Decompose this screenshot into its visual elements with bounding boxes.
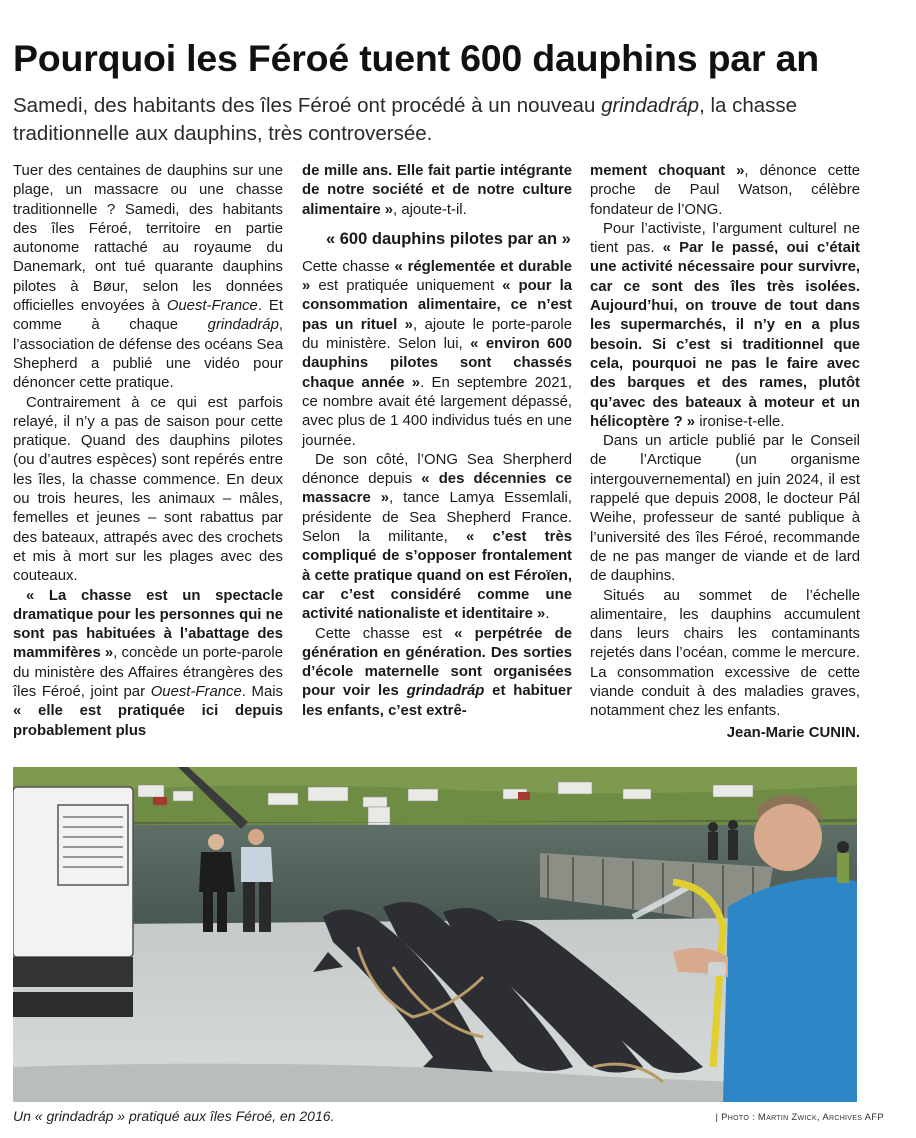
standfirst-italic: grindadráp (601, 94, 700, 117)
text-run-italic: Ouest-France (166, 298, 258, 315)
text-run: , concède un porte-parole du ministère des Affaires étrangères des îles Féroé, joint par (13, 645, 284, 701)
quote-bold: de mille ans. Elle fait partie intégrante de notre société et de notre culture alimentaire » (302, 163, 572, 218)
intertitle: « 600 dauphins pilotes par an » (326, 229, 571, 248)
article-photo (13, 767, 857, 1102)
quote-bold: « elle est pratiquée ici depuis probablement plus (13, 703, 283, 739)
paragraph: Contrairement à ce qui est parfois relayé, il n’y a pas de saison pour cette pratique. Quand des dauphins pilotes (ou d’autres espèces) sont repérés entre les îles, la chasse commence. En deux ou trois heures, les animaux – mâles, femelles et jeunes – sont rabattus par des bateaux, attrapés avec des crochets et mis à mort sur les plages avec des couteaux. (13, 394, 283, 585)
standfirst-text: Samedi, des habitants des îles Féroé ont procédé à un nouveau (13, 94, 602, 117)
author-signature: Jean-Marie CUNIN. (726, 724, 860, 741)
paragraph (590, 220, 860, 432)
text-run: Pour l’activiste, l’argument culturel ne tient pas. (590, 220, 860, 257)
quote-bold-italic: grindadráp (406, 683, 485, 700)
text-run: , ajoute-t-il. (393, 201, 467, 218)
quote-bold: « La chasse est un spectacle dramatique pour les personnes qui ne sont pas habituées à l’abattage des mammifères » (13, 587, 283, 662)
photo-credit: | Photo : Martin Zwick, Archives AFP (715, 1112, 884, 1123)
quote-bold: « pour la consommation alimentaire, ce n’est pas un rituel » (302, 278, 572, 333)
quote-bold: « réglementée et durable » (302, 258, 572, 295)
paragraph (302, 451, 572, 625)
article-column-1 (13, 162, 283, 741)
article-column-3 (590, 162, 860, 743)
text-run: , tance Lamya Essemlali, présidente de Sea Shepherd France. Selon la militante, (302, 490, 572, 546)
paragraph: Situés au sommet de l’échelle alimentaire, les dauphins accumulent dans leurs chairs les contaminants rejetés dans l’océan, comme le mercure. La consommation excessive de cette viande conduit à des maladies graves, notamment chez les enfants. (590, 587, 860, 720)
quote-bold: « perpétrée de génération en génération. Des sorties d’école maternelle sont organisées pour voir les (302, 625, 572, 700)
text-run: De son côté, l’ONG Sea Sherpherd dénonce depuis (302, 451, 572, 488)
quote-bold: et habituer les enfants, c’est extrê- (302, 683, 572, 719)
standfirst (13, 92, 903, 148)
paragraph (302, 162, 572, 220)
text-run: ironise-t-elle. (695, 413, 785, 430)
text-run: , ajoute le porte-parole du ministère. Selon lui, (302, 316, 572, 353)
text-run: est pratiquée uniquement (310, 278, 503, 295)
article-column-2 (302, 162, 572, 721)
text-run: . Et comme à chaque (13, 298, 283, 334)
text-run-italic: Ouest-France (150, 684, 242, 701)
text-run: Tuer des centaines de dauphins sur une plage, un massacre ou une chasse traditionnelle ? Samedi, des habitants des îles Féroé, territoire en partie autonome rattaché au royaume du Danemark, ont tué quarante dauphins pilotes à Bøur, selon les données officielles envoyées à (13, 163, 283, 315)
quote-bold: « Par le passé, oui c’était une activité nécessaire pour survivre, car ce sont des îles très isolées. Aujourd’hui, on trouve de tout dans les supermarchés, il n’y en a plus besoin. Si c’est si traditionnel que cela, pourquoi ne pas le faire avec des barques et des rames, plutôt qu’avec des bateaux à moteur et un hélicoptère ? » (590, 240, 860, 430)
text-run: . Mais (241, 684, 283, 701)
text-run-italic: grindadráp (207, 317, 279, 334)
quote-bold: « des décennies ce massacre » (302, 471, 572, 507)
quote-bold: « c’est très compliqué de s’opposer frontalement à cette pratique quand on est Féroïen, car c’est considéré comme une activité nationaliste et identitaire » (302, 529, 573, 623)
headline: Pourquoi les Féroé tuent 600 dauphins par an (13, 37, 819, 79)
text-run: , l’association de défense des océans Sea Shepherd a publié une vidéo pour dénoncer cette pratique. (13, 317, 283, 392)
standfirst-text-end: , la chasse traditionnelle aux dauphins, très controversée. (13, 94, 798, 145)
text-run: , dénonce cette proche de Paul Watson, célèbre fondateur de l’ONG. (590, 163, 861, 218)
paragraph (590, 162, 860, 220)
text-run: Cette chasse est (315, 625, 455, 642)
paragraph (13, 162, 283, 394)
photo-illustration (13, 767, 857, 1102)
paragraph: Dans un article publié par le Conseil de l’Arctique (un organisme intergouvernemental) en juin 2024, il est rappelé que depuis 2008, le docteur Pál Weihe, professeur de santé publique à l’université des îles Féroé, recommande de ne pas manger de viande et de lard de dauphins. (590, 433, 860, 585)
text-run: . En septembre 2021, ce nombre avait été largement dépassé, avec plus de 1 400 individus tués en une journée. (302, 374, 572, 449)
quote-bold: « environ 600 dauphins pilotes sont chassés chaque année » (302, 336, 573, 391)
quote-bold: mement choquant » (590, 163, 745, 179)
photo-caption: Un « grindadráp » pratiqué aux îles Féroé, en 2016. (13, 1108, 335, 1124)
paragraph (302, 258, 572, 451)
text-run: . (545, 606, 550, 623)
paragraph (13, 587, 283, 741)
text-run: Cette chasse (302, 258, 395, 275)
paragraph (302, 625, 572, 721)
